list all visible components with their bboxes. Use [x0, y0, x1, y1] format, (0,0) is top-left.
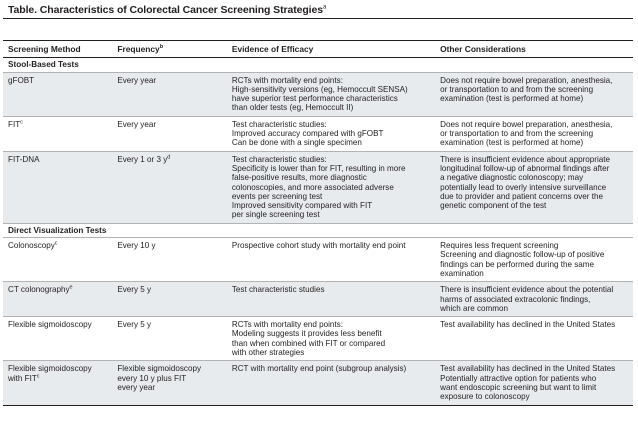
cell-line: There is insufficient evidence about appropriate: [440, 154, 611, 164]
table-row: [3, 317, 633, 361]
column-header-evidence: Evidence of Efficacy: [227, 41, 435, 58]
cell-line: Screening and diagnostic follow-up of positive: [440, 250, 605, 260]
cell-line: Every year: [117, 119, 157, 129]
cell-line: exposure to colonoscopy: [440, 392, 530, 402]
cell-line: genetic component of the test: [440, 201, 547, 211]
cell-frequency: [112, 361, 227, 405]
cell-considerations: [435, 151, 633, 223]
cell-line: Every 10 y: [117, 241, 156, 251]
cell-line: a negative diagnostic colonoscopy; may: [440, 173, 584, 183]
header-row: [3, 41, 633, 58]
cell-line: Improved accuracy compared with gFOBT: [231, 129, 384, 139]
table-row: [3, 72, 633, 116]
cell-line: FIT$^c$: [8, 119, 23, 129]
cell-line: Can be done with a single specimen: [231, 138, 362, 148]
cell-line: have superior test performance characteristics: [231, 94, 398, 104]
cell-line: examination (test is performed at home): [440, 94, 584, 104]
cell-line: which are common: [440, 303, 509, 313]
cell-line: Prospective cohort study with mortality end point: [231, 241, 406, 251]
cell-method: [3, 151, 112, 223]
cell-considerations: [435, 72, 633, 116]
column-header-method: Screening Method: [3, 41, 112, 58]
section-header-row: [3, 58, 633, 72]
cell-line: findings can be performed during the same: [440, 259, 594, 269]
cell-line: every year: [117, 382, 156, 392]
section-label: Direct Visualization Tests: [3, 223, 633, 237]
title-rule: [3, 18, 633, 19]
cell-line: Flexible sigmoidoscopy: [8, 320, 92, 330]
cell-evidence: [227, 238, 435, 282]
cell-line: Test availability has declined in the United States: [440, 364, 616, 374]
cell-line: want endoscopic screening but want to limit: [440, 382, 597, 392]
cell-line: examination (test is performed at home): [440, 138, 584, 148]
cell-line: Colonoscopy$^c$: [8, 240, 58, 251]
cell-line: Test availability has declined in the United States: [440, 320, 616, 330]
cell-evidence: [227, 317, 435, 361]
cell-method: [3, 317, 112, 361]
cell-line: or transportation to and from the screening: [440, 129, 594, 139]
cell-line: Improved sensitivity compared with FIT: [231, 201, 373, 211]
cell-line: Flexible sigmoidoscopy: [8, 364, 92, 374]
cell-line: Every year: [117, 75, 157, 85]
cell-frequency: [112, 317, 227, 361]
table-row: [3, 282, 633, 317]
cell-line: Does not require bowel preparation, anesthesia,: [440, 75, 613, 85]
cell-line: RCTs with mortality end points:: [231, 75, 343, 85]
table-row: [3, 361, 633, 405]
cell-frequency: [112, 282, 227, 317]
cell-line: CT colonography$^e$: [8, 284, 73, 295]
cell-considerations: [435, 238, 633, 282]
cell-line: Test characteristic studies:: [231, 119, 327, 129]
cell-line: RCT with mortality end point (subgroup analysis): [231, 364, 407, 374]
cell-line: There is insufficient evidence about the potential: [440, 285, 614, 295]
cell-evidence: [227, 282, 435, 317]
cell-line: than when combined with FIT or compared: [231, 338, 386, 348]
cell-frequency: [112, 116, 227, 151]
screening-strategies-table: [3, 40, 633, 406]
cell-line: events per screening test: [231, 191, 323, 201]
cell-line: potentially lead to overly intensive surveillance: [440, 182, 607, 192]
cell-line: Modeling suggests it provides less benefit: [231, 329, 382, 339]
cell-frequency: [112, 151, 227, 223]
cell-evidence: [227, 72, 435, 116]
cell-line: Every 5 y: [117, 320, 152, 330]
cell-line: Potentially attractive option for patients who: [440, 373, 597, 383]
cell-line: false-positive results, more diagnostic: [231, 173, 367, 183]
cell-considerations: [435, 361, 633, 405]
cell-frequency: [112, 72, 227, 116]
cell-line: longitudinal follow-up of abnormal findings after: [440, 163, 610, 173]
cell-line: Test characteristic studies: [231, 285, 325, 295]
cell-method: [3, 116, 112, 151]
cell-evidence: [227, 151, 435, 223]
cell-line: harms of associated extracolonic findings,: [440, 294, 591, 304]
cell-line: due to provider and patient concerns over the: [440, 191, 603, 201]
cell-evidence: [227, 361, 435, 405]
table-row: [3, 238, 633, 282]
cell-method: [3, 282, 112, 317]
cell-line: or transportation to and from the screening: [440, 84, 594, 94]
cell-line: with other strategies: [231, 348, 305, 358]
table-title: Table. Characteristics of Colorectal Cancer Screening Strategies$^a$: [8, 4, 327, 16]
cell-line: than older tests (eg, Hemoccult II): [231, 103, 354, 113]
cell-considerations: [435, 317, 633, 361]
cell-method: [3, 238, 112, 282]
cell-line: gFOBT: [8, 75, 35, 85]
cell-line: with FIT$^c$: [8, 372, 40, 383]
cell-considerations: [435, 116, 633, 151]
cell-line: Test characteristic studies:: [231, 154, 327, 164]
cell-method: [3, 361, 112, 405]
cell-line: Requires less frequent screening: [440, 241, 559, 251]
cell-frequency: [112, 238, 227, 282]
table-row: [3, 116, 633, 151]
column-header-considerations: Other Considerations: [435, 41, 633, 58]
cell-line: every 10 y plus FIT: [117, 373, 187, 383]
cell-evidence: [227, 116, 435, 151]
cell-line: Does not require bowel preparation, anesthesia,: [440, 119, 613, 129]
section-label: Stool-Based Tests: [3, 58, 633, 72]
cell-line: per single screening test: [231, 210, 320, 220]
table-body: [3, 58, 633, 405]
cell-line: Specificity is lower than for FIT, resulting in more: [231, 163, 406, 173]
cell-line: examination: [440, 268, 484, 278]
table-row: [3, 151, 633, 223]
cell-line: Flexible sigmoidoscopy: [117, 364, 202, 374]
cell-line: RCTs with mortality end points:: [231, 320, 343, 330]
column-header-frequency: Frequency$^b$: [112, 41, 227, 58]
section-header-row: [3, 223, 633, 237]
cell-line: Every 5 y: [117, 285, 152, 295]
cell-method: [3, 72, 112, 116]
cell-considerations: [435, 282, 633, 317]
cell-line: FIT-DNA: [8, 154, 40, 164]
cell-line: colonoscopies, and more associated adverse: [231, 182, 394, 192]
cell-line: Every 1 or 3 $y^d$: [117, 153, 171, 164]
cell-line: High-sensitivity versions (eg, Hemoccult SENSA): [231, 84, 408, 94]
